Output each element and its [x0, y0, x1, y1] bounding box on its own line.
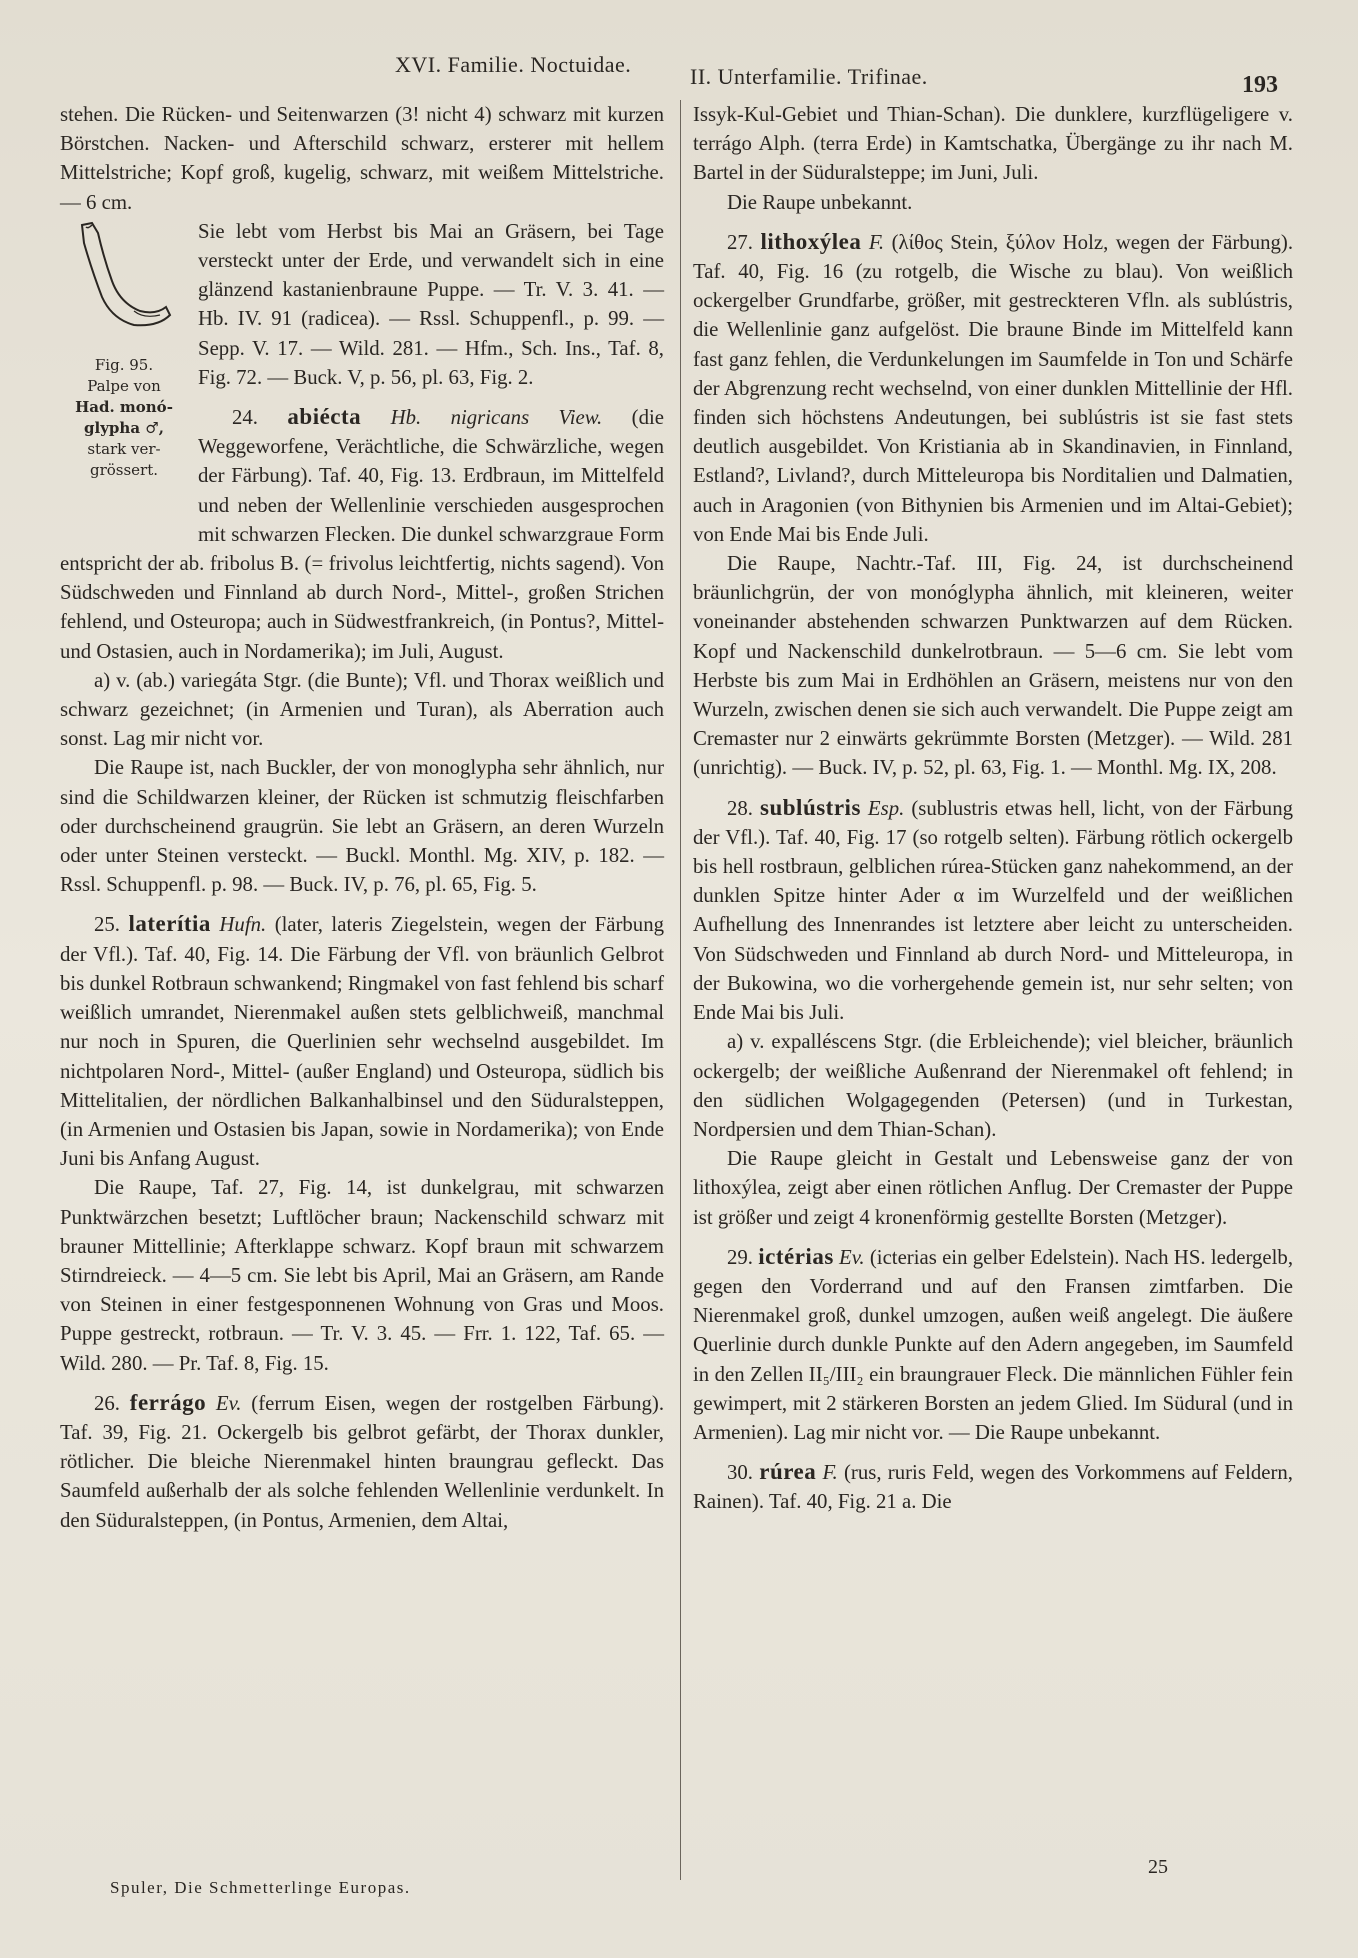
species-name: lithoxýlea [760, 228, 862, 254]
species-entry-30 [693, 1457, 1293, 1516]
species-name: ferrágo [129, 1389, 207, 1415]
running-head-right: II. Unterfamilie. Trifinae. [690, 64, 928, 89]
paragraph-continued: stehen. Die Rücken- und Seitenwarzen (3! nicht 4) schwarz mit kurzen Börstchen. Nacken- und Afterschild schwarz, ersterer mit hellem Mittelstriche; Kopf groß, kugelig, schwarz, mit weißem Mittelstriche. — 6 cm. [60, 103, 664, 214]
species-entry-26 [60, 1388, 664, 1535]
right-column [693, 100, 1293, 1517]
species-author: Esp. [867, 796, 905, 820]
species-number: 28. [727, 796, 753, 820]
variety-entry: a) v. (ab.) variegáta Stgr. (die Bunte); Vfl. und Thorax weißlich und schwarz gezeichnet; (in Armenien und Turan), als Aberration auch sonst. Lag mir nicht vor. [60, 668, 664, 751]
page-number: 193 [1242, 72, 1278, 98]
larva-paragraph: Die Raupe gleicht in Gestalt und Lebensweise ganz der von lithoxýlea, zeigt aber einen rötlichen Anflug. Der Cremaster der Puppe ist größer und zeigt 4 kronenförmig gestellte Borsten (Metzger). [693, 1147, 1293, 1229]
larva-paragraph: Die Raupe, Nachtr.-Taf. III, Fig. 24, ist durchscheinend bräunlichgrün, der von monóglypha ähnlich, mit kleineren, weiter voneinander abstehenden schwarzen Punktwarzen auf dem Rücken. Kopf und Nackenschild dunkelrotbraun. — 5—6 cm. Sie lebt vom Herbste bis zum Mai in Erdhöhlen an Gräsern, meistens nur von den Wurzeln, zwischen denen sie sich auch verwandelt. Die Puppe zeigt am Cremaster nur 2 einwärts gekrümmte Borsten (Metzger). — Wild. 281 (unrichtig). — Buck. IV, p. 52, pl. 63, Fig. 1. — Monthl. Mg. IX, 208. [693, 552, 1293, 780]
species-entry-27 [693, 227, 1293, 549]
page-footer: Spuler, Die Schmetterlinge Europas. [110, 1878, 411, 1897]
species-name: rúrea [759, 1459, 817, 1485]
figure-label: Fig. 95. [94, 355, 154, 374]
species-name: laterítia [128, 911, 211, 937]
running-head-left: XVI. Familie. Noctuidae. [395, 52, 632, 77]
species-number: 29. [727, 1245, 753, 1269]
paragraph-continued: Issyk-Kul-Gebiet und Thian-Schan). Die dunklere, kurzflügeligere v. terrágo Alph. (terra Erde) in Kamtschatka, Übergänge zu ihr nach M. Bartel in der Süduralsteppe; im Juni, Juli. [693, 103, 1293, 185]
species-description: (λίθος Stein, ξύλον Holz, wegen der Färbung). Taf. 40, Fig. 16 (zu rotgelb, die Wische zu blau). Von weißlich ockergelber Grundfarbe, größer, mit gestreckteren Vfln. als sublústris, die Wellenlinie ganz aufgelöst. Die braune Binde im Mittelfeld kann fast ganz fehlen, die Verdunkelungen im Saumfelde in Ton und Schärfe der Abgrenzung recht wechselnd, von einer dunklen Mittellinie der Hfl. finden sich höchstens Andeutungen, bei sublústris ist sie fast stets deutlich ausgebildet. Von Kristiania ab in Skandinavien, in Finnland, Estland?, Livland?, durch Mitteleuropa bis Norditalien und Dalmatien, auch in Aragonien (von Bithynien bis Armenien und im Altai-Gebiet); von Ende Mai bis Ende Juli. [693, 230, 1294, 546]
species-entry-29 [693, 1242, 1293, 1447]
species-description: (die Weggeworfene, Verächtliche, die Schwärzliche, wegen der Färbung). Taf. 40, Fig. 13. Erdbraun, im Mittelfeld und neben der Wellenlinie verschieden ausgesprochen mit schwarzen Flecken. Die dunkel schwarzgraue Form entspricht der ab. fribolus B. (= frivolus leichtfertig, nichts sagend). Von Südschweden und Finnland ab durch Nord-, Mittel-, großen Strichen fehlend, und Osteuropa; auch in Südwestfrankreich, (in Pontus?, Mittel- und Ostasien, auch in Nordamerika); im Juli, August. [60, 406, 665, 663]
paragraph: Sie lebt vom Herbst bis Mai an Gräsern, bei Tage versteckt unter der Erde, und verwandelt sich in eine glänzend kastanienbraune Puppe. — Tr. V. 3. 41. — Hb. IV. 91 (radicea). — Rssl. Schuppenfl., p. 99. — Sepp. V. 17. — Wild. 281. — Hfm., Sch. Ins., Taf. 8, Fig. 72. — Buck. V, p. 56, pl. 63, Fig. 2. [198, 219, 664, 389]
species-author: F. [822, 1461, 838, 1485]
species-description: (ferrum Eisen, wegen der rostgelben Färbung). Taf. 39, Fig. 21. Ockergelb bis gelbrot gefärbt, der Thorax dunkler, rötlicher. Die bleiche Nierenmakel hinten braungrau gefleckt. Das Saumfeld außerhalb der als solche fehlenden Wellenlinie verdunkelt. In den Süduralsteppen, (in Pontus, Armenien, dem Altai, [60, 1391, 665, 1532]
species-description: (rus, ruris Feld, wegen des Vorkommens auf Feldern, Rainen). Taf. 40, Fig. 21 a. Die [693, 1461, 1293, 1514]
species-description: (icterias ein gelber Edelstein). Nach HS. ledergelb, gegen den Vorderrand und auf den Fransen zimtfarben. Die Nierenmakel groß, dunkel umzogen, außen weiß angelegt. Die äußere Querlinie durch dunkle Punkte auf den Adern angegeben, im Saumfeld in den Zellen II₅/III₂ ein braungrauer Fleck. Die männlichen Fühler fein gewimpert, mit 2 stärkeren Borsten an jedem Glied. Im Südural (und in Armenien). Lag mir nicht vor. — Die Raupe unbekannt. [693, 1245, 1294, 1444]
left-column [60, 100, 664, 1535]
species-author: Ev. [839, 1245, 865, 1269]
figure-95 [60, 217, 188, 535]
figure-caption-line: glypha ♂, [84, 418, 164, 437]
species-author: Hufn. [219, 913, 267, 937]
species-number: 24. [232, 406, 258, 430]
figure-caption [60, 355, 188, 481]
species-number: 30. [727, 1461, 753, 1485]
species-number: 27. [727, 230, 753, 254]
species-entry-28 [693, 793, 1293, 1028]
figure-caption-line: grössert. [89, 460, 159, 479]
palpus-illustration-icon [74, 219, 174, 349]
species-entry-25 [60, 909, 664, 1173]
species-number: 25. [94, 913, 120, 937]
species-author: F. [868, 230, 885, 254]
species-name: ictérias [758, 1243, 834, 1269]
running-head [60, 52, 1298, 98]
figure-caption-line: Had. monó- [75, 397, 173, 416]
variety-entry: a) v. expalléscens Stgr. (die Erbleichende); viel bleicher, bräunlich ockergelb; der weißliche Außenrand der Nierenmakel oft fehlend; in den südlichen Wolgagegenden (Petersen) (und in Turkestan, Nordpersien und dem Thian-Schan). [693, 1030, 1293, 1141]
species-description: (sublustris etwas hell, licht, von der Färbung der Vfl.). Taf. 40, Fig. 17 (so rotgelb selten). Färbung rötlich ockergelb bis hell rostbraun, gelblichen rúrea-Stücken ganz nahekommend, an der dunklen Spitze hinter Ader α im Wurzelfeld und der weißlichen Aufhellung des Innenrandes ist letztere aber leicht zu unterscheiden. Von Südschweden und Finnland ab durch Nord- und Mitteleuropa, in der Bukowina, wo die vorhergehende gemein ist, nur sehr selten; von Ende Mai bis Juli. [693, 796, 1294, 1025]
larva-paragraph: Die Raupe, Taf. 27, Fig. 14, ist dunkelgrau, mit schwarzen Punktwärzchen besetzt; Luftlöcher braun; Nackenschild schwarz mit brauner Mittellinie; Afterklappe schwarz. Kopf braun mit schwarzem Stirndreieck. — 4—5 cm. Sie lebt bis April, Mai an Gräsern, am Rande von Steinen in einer festgesponnenen Wohnung von Gras und Moos. Puppe gestreckt, rotbraun. — Tr. V. 3. 45. — Frr. 1. 122, Taf. 65. — Wild. 280. — Pr. Taf. 8, Fig. 15. [60, 1176, 664, 1375]
larva-paragraph: Die Raupe ist, nach Buckler, der von monoglypha sehr ähnlich, nur sind die Schildwarzen kleiner, der Rücken ist schmutzig fleischfarben oder durchscheinend graugrün. Sie lebt an Gräsern, an deren Wurzeln oder unter Steinen versteckt. — Buckl. Monthl. Mg. XIV, p. 182. — Rssl. Schuppenfl. p. 98. — Buck. IV, p. 76, pl. 65, Fig. 5. [60, 756, 664, 897]
figure-caption-line: Palpe von [87, 376, 161, 395]
species-description: (later, lateris Ziegelstein, wegen der Färbung der Vfl.). Taf. 40, Fig. 14. Die Färbung der Vfl. von bräunlich Gelbrot bis dunkel Rotbraun schwankend; Ringmakel von fast fehlend bis scharf weißlich umrandet, Nierenmakel außen stets gelblichweiß, manchmal nur noch in Spuren, die Querlinien sehr wechselnd ausgebildet. Im nichtpolaren Nord-, Mittel- (außer England) und Osteuropa, südlich bis Mittelitalien, der nördlichen Balkanhalbinsel und den Süduralsteppen, (in Armenien und Ostasien bis Japan, sowie in Nordamerika); von Ende Juni bis Anfang August. [60, 913, 664, 1171]
species-author: Hb. nigricans View. [390, 406, 603, 430]
species-number: 26. [94, 1391, 120, 1415]
column-divider [680, 100, 681, 1880]
signature-mark: 25 [1148, 1856, 1168, 1878]
figure-caption-line: stark ver- [87, 439, 161, 458]
species-name: sublústris [760, 794, 861, 820]
larva-paragraph: Die Raupe unbekannt. [727, 190, 913, 214]
species-author: Ev. [215, 1391, 242, 1415]
species-name: abiécta [287, 404, 362, 430]
